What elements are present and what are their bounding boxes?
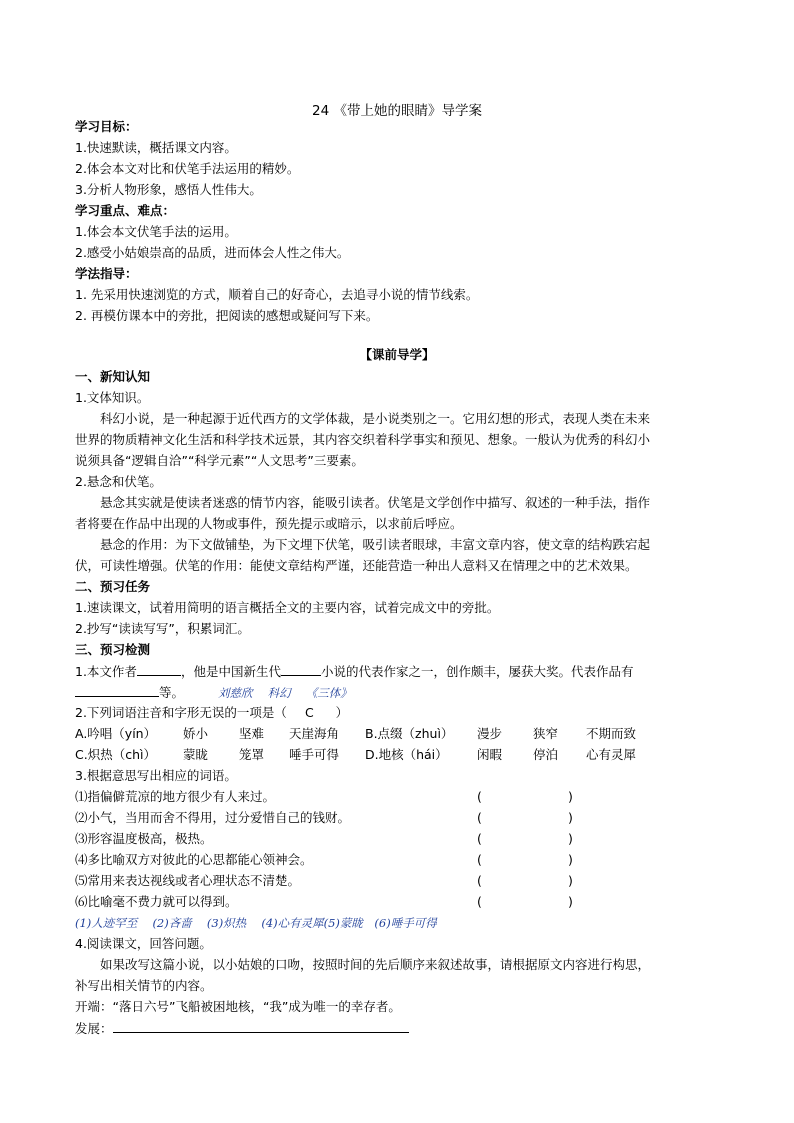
q2-option: 不期而致 [586,726,637,741]
part2-heading: 二、预习任务 [75,579,151,594]
q1-answer: 刘慈欣 科幻 《三体》 [218,686,352,700]
q2-option: 停泊 [533,747,559,762]
q2-options-row [75,724,715,744]
q4-dev-label: 发展： [75,1021,113,1036]
question-2 [75,703,348,723]
q3-item: ⑶形容温度极高，极热。 [75,831,213,846]
q3-row: ⑵小气，当用而舍不得用，过分爱惜自己的钱财。 ( ) [75,810,573,825]
paragraph-line: 补写出相关情节的内容。 [75,978,213,993]
question-1 [75,661,633,681]
q4-start: 开端：“落日六号”飞船被困地核，“我”成为唯一的幸存者。 [75,999,401,1014]
q2-option: C.炽热（chì） [75,747,156,762]
task-item: 2.抄写“读读写写”，积累词汇。 [75,621,250,636]
q2-option: 坚难 [239,726,265,741]
question-1-cont [75,682,352,702]
focus-item: 2.感受小姑娘崇高的品质，进而体会人性之伟大。 [75,245,350,260]
paragraph-line: 说须具备“逻辑自洽”“科学元素”“人文思考”三要素。 [75,453,364,468]
q2-text: 2.下列词语注音和字形无误的一项是（ [75,705,287,720]
q3-item: ⑸常用来表达视线或者心理状态不清楚。 [75,873,301,888]
q3-row: ⑸常用来表达视线或者心理状态不清楚。 ( ) [75,873,573,888]
paragraph-line: 科幻小说，是一种起源于近代西方的文学体裁，是小说类别之一。它用幻想的形式，表现人类在未来 [100,411,651,426]
q3-row: ⑶形容温度极高，极热。 ( ) [75,831,573,846]
q1-blank-works[interactable] [75,682,159,697]
q2-option: B.点缀（zhuì） [365,726,454,741]
question-4: 4.阅读课文，回答问题。 [75,936,212,951]
q2-option: D.地核（hái） [365,747,448,762]
q3-answer: (1)人迹罕至 (2)吝啬 (3)炽热 (4)心有灵犀(5)蒙眬 (6)唾手可得 [75,916,437,930]
q3-row: ⑹比喻毫不费力就可以得到。 ( ) [75,894,573,909]
q4-dev-blank[interactable] [113,1018,409,1033]
goal-item: 1.快速默读，概括课文内容。 [75,140,237,155]
paragraph-line: 世界的物质精神文化生活和科学技术远景，其内容交织着科学事实和预见、想象。一般认为优秀的科幻小 [75,432,651,447]
method-heading: 学法指导： [75,266,138,281]
focus-heading: 学习重点、难点： [75,203,176,218]
part1-heading: 一、新知认知 [75,369,151,384]
task-item: 1.速读课文，试着用简明的语言概括全文的主要内容，试着完成文中的旁批。 [75,600,500,615]
q2-option: 娇小 [183,726,209,741]
focus-item: 1.体会本文伏笔手法的运用。 [75,224,237,239]
q4-development [75,1018,409,1038]
q1-blank-author[interactable] [137,661,181,676]
q1-text-d: 等。 [159,685,185,700]
document-title: 24 《带上她的眼睛》导学案 [312,103,482,119]
q3-item: ⑹比喻毫不费力就可以得到。 [75,894,238,909]
paragraph-line: 悬念其实就是使读者迷惑的情节内容，能吸引读者。伏笔是文学创作中描写、叙述的一种手法，指作 [100,495,651,510]
q2-option: 天崖海角 [289,726,340,741]
goals-heading: 学习目标： [75,119,138,134]
goal-item: 2.体会本文对比和伏笔手法运用的精妙。 [75,161,300,176]
q2-option: 笼罩 [239,747,265,762]
q2-option: 唾手可得 [289,747,340,762]
method-item: 2. 再模仿课本中的旁批，把阅读的感想或疑问写下来。 [75,308,379,323]
part1-sub2: 2.悬念和伏笔。 [75,474,162,489]
goal-item: 3.分析人物形象，感悟人性伟大。 [75,182,262,197]
paragraph-line: 悬念的作用：为下文做铺垫，为下文埋下伏笔，吸引读者眼球，丰富文章内容，使文章的结构跌宕起 [100,537,651,552]
q2-option: 闲暇 [477,747,503,762]
question-3: 3.根据意思写出相应的词语。 [75,768,237,783]
q1-blank-genre[interactable] [281,661,321,676]
q3-item: ⑴指偏僻荒凉的地方很少有人来过。 [75,789,276,804]
section-title: 【课前导学】 [359,347,435,362]
paragraph-line: 如果改写这篇小说，以小姑娘的口吻，按照时间的先后顺序来叙述故事，请根据原文内容进行构思， [100,957,651,972]
q2-option: A.吟唱（yín） [75,726,157,741]
method-item: 1. 先采用快速浏览的方式，顺着自己的好奇心，去追寻小说的情节线索。 [75,287,479,302]
q2-options-row [75,745,715,765]
q2-answer: C [304,705,314,720]
q2-option: 狭窄 [533,726,559,741]
part1-sub1: 1.文体知识。 [75,390,150,405]
q2-option: 漫步 [477,726,503,741]
q1-text-b: ，他是中国新生代 [180,664,281,679]
q2-close: ） [335,705,349,720]
q3-item: ⑵小气，当用而舍不得用，过分爱惜自己的钱财。 [75,810,351,825]
q3-item: ⑷多比喻双方对彼此的心思都能心领神会。 [75,852,313,867]
part3-heading: 三、预习检测 [75,642,151,657]
paragraph-line: 者将要在作品中出现的人物或事件，预先提示或暗示，以求前后呼应。 [75,516,463,531]
q3-row: ⑴指偏僻荒凉的地方很少有人来过。 ( ) [75,789,573,804]
q3-row: ⑷多比喻双方对彼此的心思都能心领神会。 ( ) [75,852,573,867]
q2-option: 蒙眬 [183,747,209,762]
q1-text-c: 小说的代表作家之一，创作颇丰，屡获大奖。代表作品有 [320,664,634,679]
paragraph-line: 伏，可读性增强。伏笔的作用：能使文章结构严谨，还能营造一种出人意料又在情理之中的艺术效果。 [75,558,638,573]
q1-text-a: 1.本文作者 [75,664,137,679]
q2-option: 心有灵犀 [586,747,637,762]
